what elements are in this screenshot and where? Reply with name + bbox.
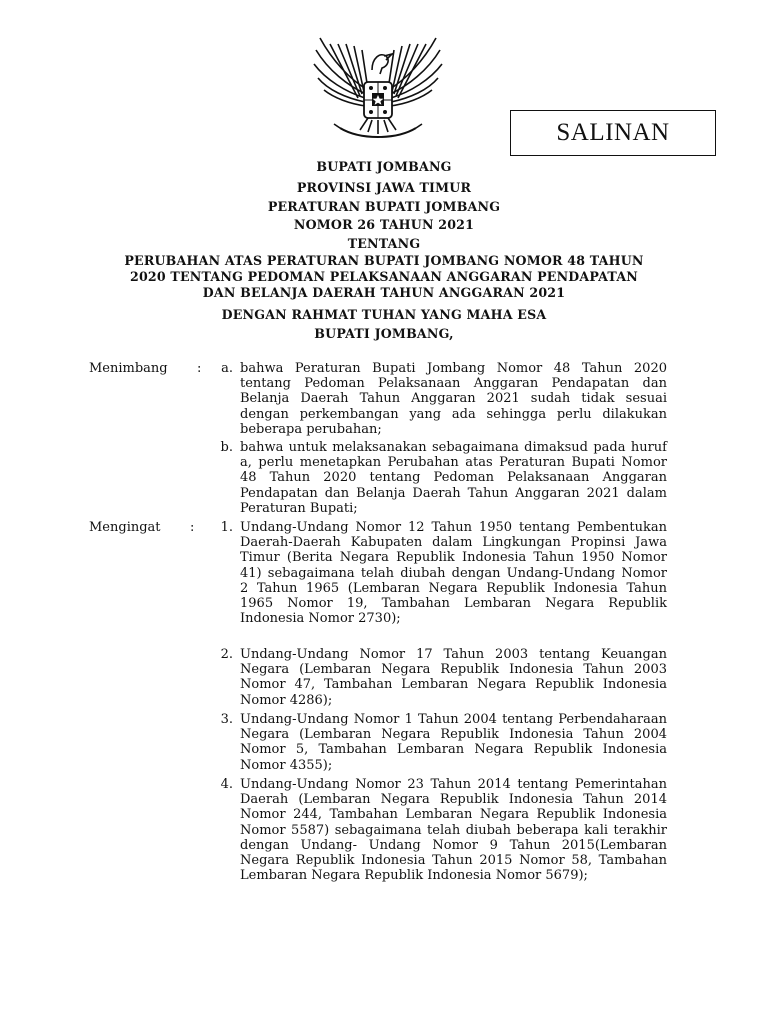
considering-item-a: bahwa Peraturan Bupati Jombang Nomor 48 Tahun 2020 tentang Pedoman Pelaksanaan Anggaran Pendapatan dan Belanja Daerah Tahun Anggaran 2021 sudah tidak sesuai dengan perkembangan yang ada sehingga perlu dilakukan beberapa perubahan; (240, 361, 667, 437)
considering-item-b: bahwa untuk melaksanakan sebagaimana dimaksud pada huruf a, perlu menetapkan Perubahan atas Peraturan Bupati Nomor 48 Tahun 2020 tentang Pedoman Pelaksanaan Anggaran Pendapatan dan Belanja Daerah Tahun Anggaran 2021 dalam Peraturan Bupati; (240, 440, 667, 516)
regent-title: BUPATI JOMBANG (316, 159, 452, 174)
subject-line-2: 2020 TENTANG PEDOMAN PELAKSANAAN ANGGARAN PENDAPATAN (129, 269, 639, 284)
section-colon: : (197, 361, 202, 376)
regent-signature-line: BUPATI JOMBANG, (314, 326, 454, 341)
legal-basis-item-1: Undang-Undang Nomor 12 Tahun 1950 tentang Pembentukan Daerah-Daerah Kabupaten dalam Lingkungan Propinsi Jawa Timur (Berita Negara Republik Indonesia Tahun 1950 Nomor 41) sebagaimana telah diubah dengan Undang-Undang Nomor 2 Tahun 1965 (Lembaran Negara Republik Indonesia Tahun 1965 Nomor 19, Tambahan Lembaran Negara Republik Indonesia Nomor 2730); (240, 520, 667, 627)
regulation-title: PERATURAN BUPATI JOMBANG (267, 199, 501, 214)
legal-basis-item-4: Undang-Undang Nomor 23 Tahun 2014 tentang Pemerintahan Daerah (Lembaran Negara Republik Indonesia Tahun 2014 Nomor 244, Tambahan Lembaran Negara Republik Indonesia Nomor 5587) sebagaimana telah diubah beberapa kali terakhir dengan Undang- Undang Nomor 9 Tahun 2015(Lembaran Negara Republik Indonesia Tahun 2015 Nomor 58, Tambahan Lembaran Negara Republik Indonesia Nomor 5679); (240, 777, 667, 884)
legal-basis-item-3: Undang-Undang Nomor 1 Tahun 2004 tentang Perbendaharaan Negara (Lembaran Negara Republik Indonesia Tahun 2004 Nomor 5, Tambahan Lembaran Negara Republik Indonesia Nomor 4355); (240, 712, 667, 773)
salinan-stamp: SALINAN (510, 110, 716, 156)
garuda-emblem-icon (310, 30, 446, 142)
subject-line-1: PERUBAHAN ATAS PERATURAN BUPATI JOMBANG NOMOR 48 TAHUN (124, 253, 644, 268)
item-marker: 3. (220, 712, 233, 727)
blessing-line: DENGAN RAHMAT TUHAN YANG MAHA ESA (221, 307, 547, 322)
subject-line-3: DAN BELANJA DAERAH TAHUN ANGGARAN 2021 (202, 285, 566, 300)
tentang-label: TENTANG (347, 236, 421, 251)
item-marker: 4. (220, 777, 233, 792)
legal-basis-item-2: Undang-Undang Nomor 17 Tahun 2003 tentang Keuangan Negara (Lembaran Negara Republik Indonesia Tahun 2003 Nomor 47, Tambahan Lembaran Negara Republik Indonesia Nomor 4286); (240, 647, 667, 708)
section-label-mengingat: Mengingat (89, 520, 161, 535)
item-marker: 2. (220, 647, 233, 662)
section-label-menimbang: Menimbang (89, 361, 168, 376)
province-title: PROVINSI JAWA TIMUR (296, 180, 472, 195)
regulation-number: NOMOR 26 TAHUN 2021 (293, 217, 475, 232)
section-colon: : (190, 520, 195, 535)
item-marker: b. (220, 440, 233, 455)
item-marker: 1. (220, 520, 233, 535)
item-marker: a. (221, 361, 233, 376)
